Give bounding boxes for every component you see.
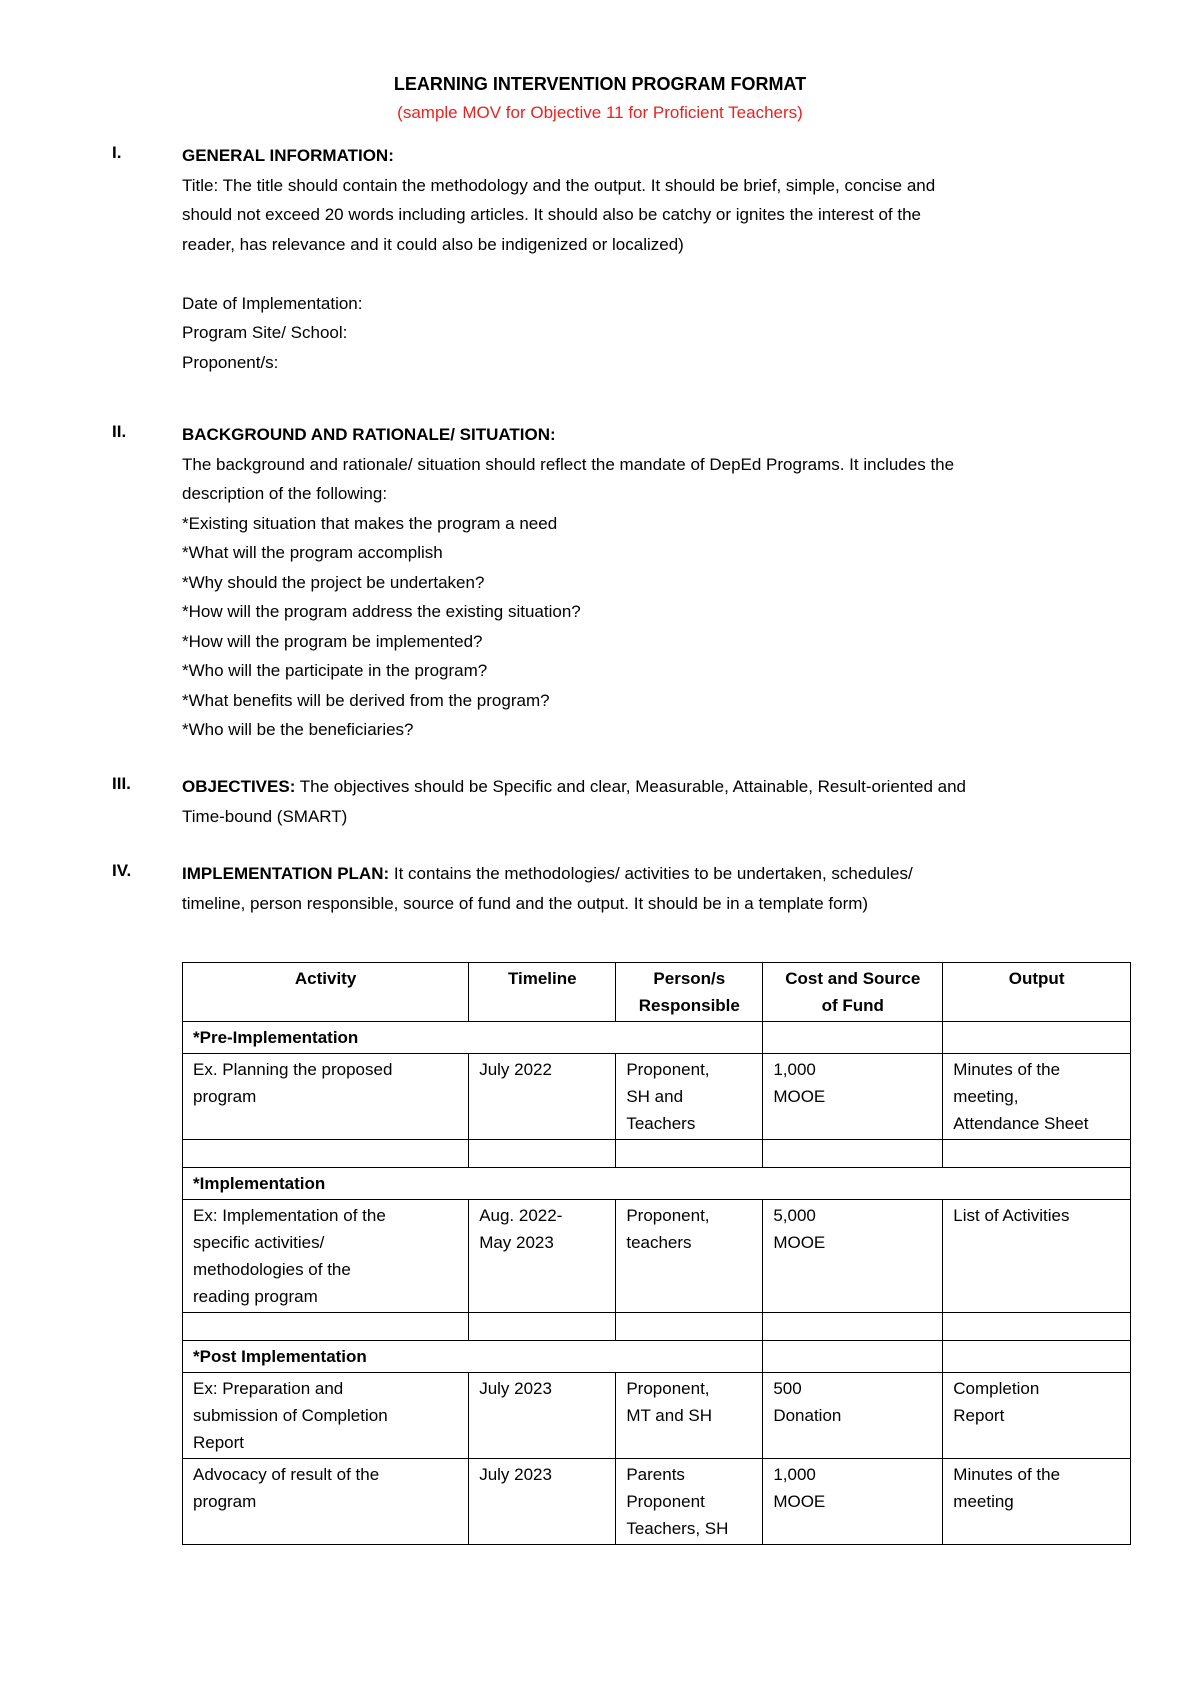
table-row bbox=[183, 1373, 1131, 1459]
cell-activity: Ex. Planning the proposed program bbox=[183, 1054, 469, 1140]
phase-label: *Post Implementation bbox=[183, 1341, 763, 1373]
cell-output: List of Activities bbox=[943, 1200, 1131, 1313]
section-heading: IMPLEMENTATION PLAN: bbox=[182, 864, 390, 883]
cell-cost: 1,000 MOOE bbox=[763, 1459, 943, 1545]
section-number: I. bbox=[112, 143, 122, 162]
cell-person: Parents Proponent Teachers, SH bbox=[616, 1459, 763, 1545]
header-output: Output bbox=[943, 963, 1131, 1022]
cell-output: Minutes of the meeting, Attendance Sheet bbox=[943, 1054, 1131, 1140]
cell-timeline: Aug. 2022- May 2023 bbox=[469, 1200, 616, 1313]
bullet-item: *Who will the participate in the program? bbox=[182, 661, 488, 680]
phase-label: *Implementation bbox=[183, 1168, 1131, 1200]
section-heading: BACKGROUND AND RATIONALE/ SITUATION: bbox=[182, 425, 556, 444]
section-number: II. bbox=[112, 422, 127, 441]
date-of-implementation-label: Date of Implementation: bbox=[182, 293, 363, 313]
bullet-item: *How will the program address the existing situation? bbox=[182, 602, 581, 621]
background-intro-line: The background and rationale/ situation should reflect the mandate of DepEd Programs. It includes the bbox=[182, 454, 955, 474]
section-number: III. bbox=[112, 774, 131, 793]
proponent-label: Proponent/s: bbox=[182, 352, 279, 372]
background-intro-line: description of the following: bbox=[182, 484, 388, 503]
bullet-item: *Why should the project be undertaken? bbox=[182, 572, 485, 592]
section-heading: OBJECTIVES: bbox=[182, 777, 296, 796]
cell-timeline: July 2023 bbox=[469, 1459, 616, 1545]
title-guideline-line: Title: The title should contain the methodology and the output. It should be brief, simple, concise and bbox=[182, 175, 936, 195]
cell-cost: 5,000 MOOE bbox=[763, 1200, 943, 1313]
cell-activity: Ex: Implementation of the specific activities/ methodologies of the reading program bbox=[183, 1200, 469, 1313]
cell-person: Proponent, MT and SH bbox=[616, 1373, 763, 1459]
header-cost-source: Cost and Source of Fund bbox=[763, 963, 943, 1022]
cell-activity: Ex: Preparation and submission of Completion Report bbox=[183, 1373, 469, 1459]
bullet-item: *Existing situation that makes the program a need bbox=[182, 513, 558, 533]
empty-row bbox=[183, 1313, 1131, 1341]
cell-person: Proponent, teachers bbox=[616, 1200, 763, 1313]
cell-person: Proponent, SH and Teachers bbox=[616, 1054, 763, 1140]
cell-timeline: July 2022 bbox=[469, 1054, 616, 1140]
empty-row bbox=[183, 1140, 1131, 1168]
table-row bbox=[183, 1200, 1131, 1313]
implementation-plan-table bbox=[182, 962, 1131, 1545]
section-heading: GENERAL INFORMATION: bbox=[182, 146, 394, 165]
bullet-item: *What will the program accomplish bbox=[182, 543, 443, 562]
document-title: LEARNING INTERVENTION PROGRAM FORMAT bbox=[393, 74, 807, 94]
section-number: IV. bbox=[112, 861, 132, 880]
objectives-text: Time-bound (SMART) bbox=[182, 806, 348, 826]
implementation-text: timeline, person responsible, source of fund and the output. It should be in a template form) bbox=[182, 893, 869, 913]
cell-timeline: July 2023 bbox=[469, 1373, 616, 1459]
implementation-text: It contains the methodologies/ activities to be undertaken, schedules/ bbox=[389, 864, 913, 883]
objectives-text: The objectives should be Specific and clear, Measurable, Attainable, Result-oriented and bbox=[295, 777, 967, 796]
title-guideline-line: reader, has relevance and it could also be indigenized or localized) bbox=[182, 234, 684, 254]
program-site-label: Program Site/ School: bbox=[182, 323, 348, 342]
header-person-responsible: Person/s Responsible bbox=[616, 963, 763, 1022]
cell-cost: 500 Donation bbox=[763, 1373, 943, 1459]
phase-row-post-implementation bbox=[183, 1341, 1131, 1373]
title-guideline-line: should not exceed 20 words including articles. It should also be catchy or ignites the interest of the bbox=[182, 205, 921, 224]
header-timeline: Timeline bbox=[469, 963, 616, 1022]
cell-output: Completion Report bbox=[943, 1373, 1131, 1459]
bullet-item: *Who will be the beneficiaries? bbox=[182, 720, 414, 739]
table-row bbox=[183, 1459, 1131, 1545]
bullet-item: *How will the program be implemented? bbox=[182, 631, 483, 651]
bullet-item: *What benefits will be derived from the program? bbox=[182, 690, 550, 710]
document-subtitle: (sample MOV for Objective 11 for Proficient Teachers) bbox=[397, 103, 803, 122]
phase-row-implementation bbox=[183, 1168, 1131, 1200]
phase-label: *Pre-Implementation bbox=[183, 1022, 763, 1054]
table-header-row bbox=[183, 963, 1131, 1022]
phase-row-pre-implementation bbox=[183, 1022, 1131, 1054]
cell-cost: 1,000 MOOE bbox=[763, 1054, 943, 1140]
table-row bbox=[183, 1054, 1131, 1140]
cell-output: Minutes of the meeting bbox=[943, 1459, 1131, 1545]
header-activity: Activity bbox=[183, 963, 469, 1022]
cell-activity: Advocacy of result of the program bbox=[183, 1459, 469, 1545]
